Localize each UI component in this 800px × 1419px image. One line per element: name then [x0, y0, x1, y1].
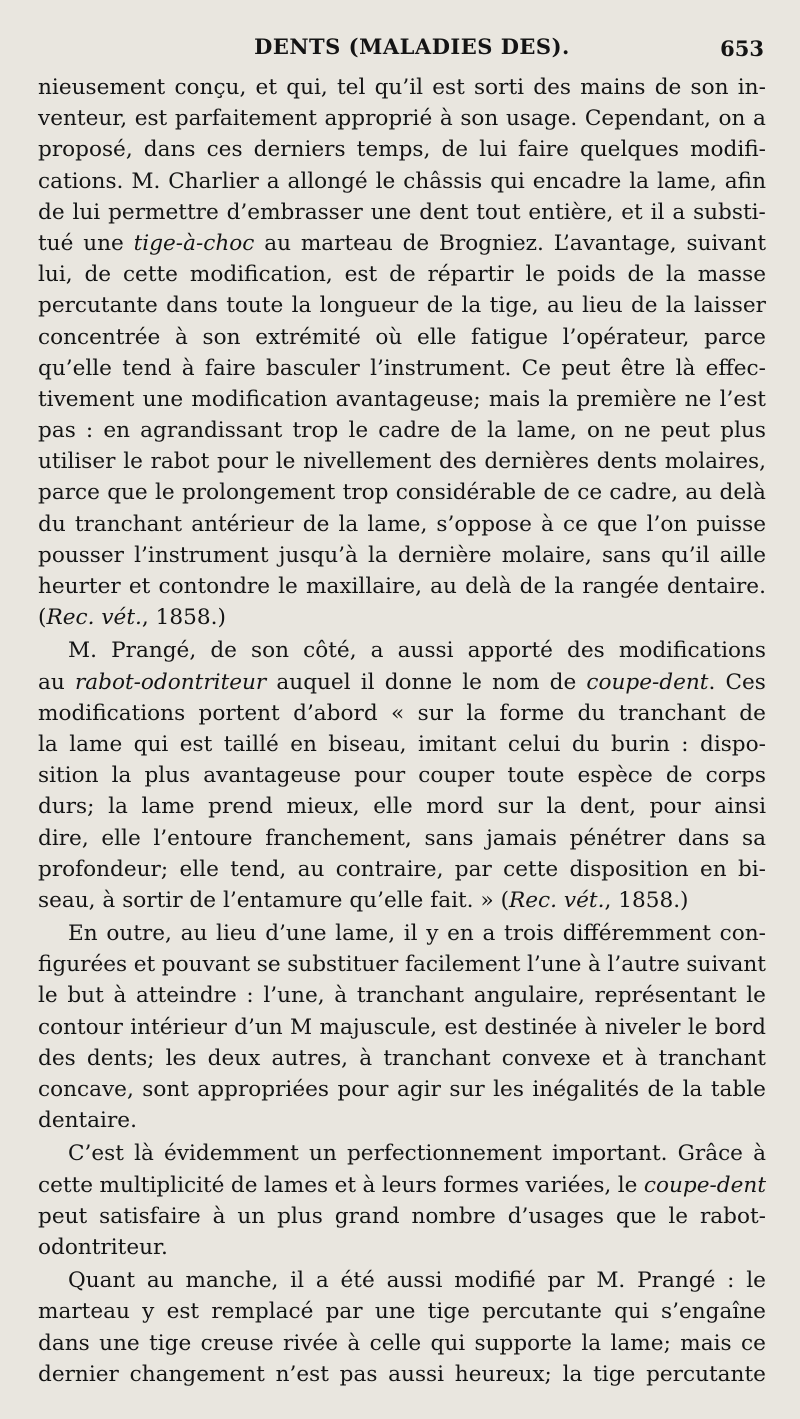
text-line: concave, sont appropriées pour agir sur les inégalités de la table [38, 1077, 766, 1102]
text-line: proposé, dans ces derniers temps, de lui faire quelques modifi- [38, 137, 766, 163]
text-line: modifications portent d’abord « sur la forme du tranchant de [38, 700, 766, 726]
text-line: dentaire. [38, 1108, 137, 1134]
text-line: lui, de cette modification, est de répartir le poids de la masse [38, 262, 766, 288]
text-line: le but à atteindre : l’une, à tranchant angulaire, représentant le [38, 983, 766, 1009]
paragraph [38, 72, 766, 633]
text-line: seau, à sortir de l’entamure qu’elle fait. » (Rec. vét., 1858.) [38, 887, 689, 913]
paragraph [38, 1265, 766, 1390]
text-line: au rabot-odontriteur auquel il donne le nom de coupe-dent. Ces [38, 669, 766, 695]
paragraph [38, 918, 766, 1136]
text-line: heurter et contondre le maxillaire, au delà de la rangée dentaire. [38, 574, 766, 599]
text-line: tivement une modification avantageuse; mais la première ne l’est [38, 386, 766, 412]
text-line: utiliser le rabot pour le nivellement des dernières dents molaires, [38, 449, 766, 475]
text-line: (Rec. vét., 1858.) [38, 605, 226, 631]
text-line: profondeur; elle tend, au contraire, par cette disposition en bi- [38, 856, 766, 882]
text-line: marteau y est remplacé par une tige percutante qui s’engaîne [38, 1299, 766, 1325]
text-line: C’est là évidemment un perfectionnement important. Grâce à [68, 1141, 766, 1167]
text-line: nieusement conçu, et qui, tel qu’il est sorti des mains de son in- [38, 75, 766, 100]
text-line: cette multiplicité de lames et à leurs formes variées, le coupe-dent [38, 1172, 766, 1198]
running-head [38, 26, 766, 66]
text-line: dernier changement n’est pas aussi heureux; la tige percutante [38, 1361, 766, 1387]
text-line: dans une tige creuse rivée à celle qui supporte la lame; mais ce [38, 1330, 766, 1356]
text-line: En outre, au lieu d’une lame, il y en a trois différemment con- [68, 921, 766, 947]
text-line: venteur, est parfaitement approprié à son usage. Cependant, on a [38, 106, 766, 132]
text-line: qu’elle tend à faire basculer l’instrument. Ce peut être là effec- [38, 355, 766, 381]
body-text [38, 72, 766, 1390]
text-line: pas : en agrandissant trop le cadre de la lame, on ne peut plus [38, 418, 766, 444]
text-line: Quant au manche, il a été aussi modifié par M. Prangé : le [68, 1268, 766, 1294]
page-number: 653 [720, 36, 764, 61]
paragraph [38, 1138, 766, 1263]
text-line: peut satisfaire à un plus grand nombre d’usages que le rabot- [38, 1203, 766, 1229]
text-line: dire, elle l’entoure franchement, sans jamais pénétrer dans sa [38, 825, 766, 851]
text-line: percutante dans toute la longueur de la tige, au lieu de la laisser [38, 293, 766, 319]
text-line: des dents; les deux autres, à tranchant convexe et à tranchant [38, 1045, 766, 1071]
text-line: tué une tige-à-choc au marteau de Brogniez. L’avantage, suivant [38, 230, 766, 256]
paragraph [38, 635, 766, 916]
text-line: odontriteur. [38, 1234, 168, 1260]
text-line: concentrée à son extrémité où elle fatigue l’opérateur, parce [38, 324, 766, 350]
text-line: cations. M. Charlier a allongé le châssis qui encadre la lame, afin [38, 168, 766, 194]
text-line: contour intérieur d’un M majuscule, est destinée à niveler le bord [38, 1014, 766, 1040]
text-line: M. Prangé, de son côté, a aussi apporté des modifications [68, 638, 766, 664]
text-line: du tranchant antérieur de la lame, s’oppose à ce que l’on puisse [38, 511, 766, 537]
text-line: figurées et pouvant se substituer facilement l’une à l’autre suivant [38, 952, 766, 978]
text-line: de lui permettre d’embrasser une dent tout entière, et il a substi- [38, 199, 766, 225]
text-line: parce que le prolongement trop considérable de ce cadre, au delà [38, 480, 766, 506]
text-line: durs; la lame prend mieux, elle mord sur la dent, pour ainsi [38, 794, 766, 820]
text-line: pousser l’instrument jusqu’à la dernière molaire, sans qu’il aille [38, 542, 766, 568]
running-head-title: DENTS (MALADIES DES). [254, 34, 570, 59]
text-line: la lame qui est taillé en biseau, imitant celui du burin : dispo- [38, 731, 766, 757]
text-line: sition la plus avantageuse pour couper toute espèce de corps [38, 763, 766, 789]
